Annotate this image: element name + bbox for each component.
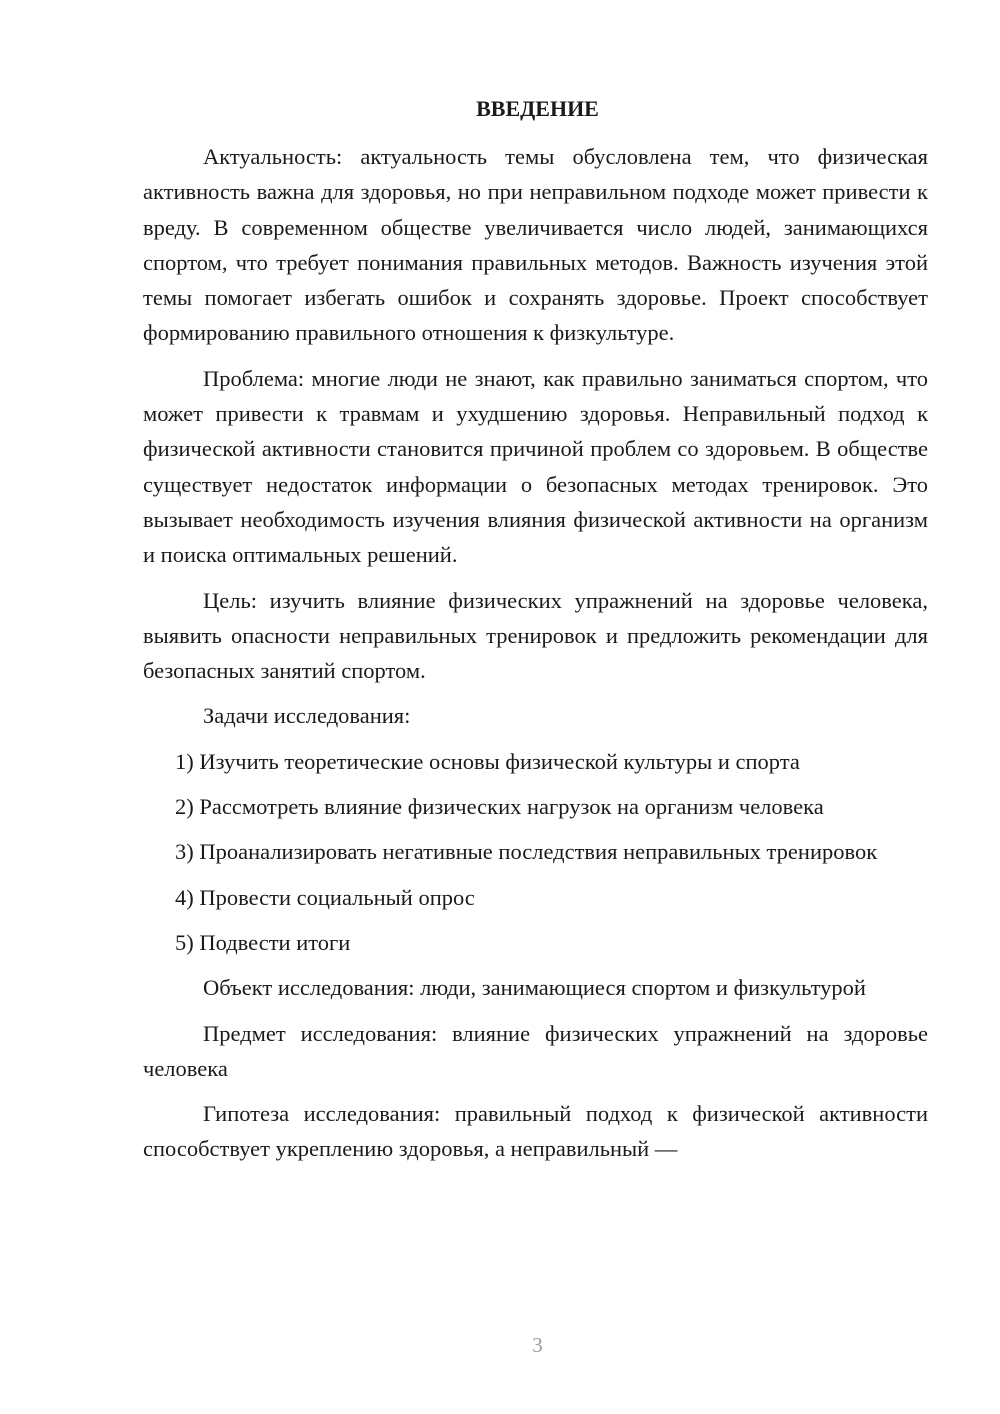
section-title: ВВЕДЕНИЕ [476, 96, 599, 121]
tasks-heading: Задачи исследования: [203, 703, 411, 729]
goal-paragraph: Цель: изучить влияние физических упражнений на здоровье человека, выявить опасности неправильных тренировок и предложить рекомендации для безопасных занятий спортом. [143, 587, 928, 684]
task-item: 4) Провести социальный опрос [175, 884, 475, 910]
task-item: 5) Подвести итоги [175, 929, 351, 955]
task-item: 1) Изучить теоретические основы физической культуры и спорта [175, 748, 800, 774]
page-number: 3 [532, 1333, 543, 1357]
task-item: 3) Проанализировать негативные последствия неправильных тренировок [175, 839, 878, 865]
subject-paragraph: Предмет исследования: влияние физических упражнений на здоровье человека [143, 1020, 928, 1081]
object-paragraph: Объект исследования: люди, занимающиеся спортом и физкультурой [203, 975, 866, 1001]
relevance-paragraph: Актуальность: актуальность темы обусловлена тем, что физическая активность важна для здоровья, но при неправильном подходе может привести к вреду. В современном обществе увеличивается число людей, занимающихся спортом, что требует понимания правильных методов. Важность изучения этой темы помогает избегать ошибок и сохранять здоровье. Проект способствует формированию правильного отношения к физкультуре. [143, 144, 928, 346]
task-item: 2) Рассмотреть влияние физических нагрузок на организм человека [175, 794, 824, 820]
hypothesis-paragraph: Гипотеза исследования: правильный подход к физической активности способствует укреплению здоровья, а неправильный — [143, 1101, 928, 1162]
problem-paragraph: Проблема: многие люди не знают, как правильно заниматься спортом, что может привести к травмам и ухудшению здоровья. Неправильный подход к физической активности становится причиной проблем со здоровьем. В обществе существует недостаток информации о безопасных методах тренировок. Это вызывает необходимость изучения влияния физической активности на организм и поиска оптимальных решений. [143, 365, 928, 568]
document-page [143, 88, 928, 1177]
